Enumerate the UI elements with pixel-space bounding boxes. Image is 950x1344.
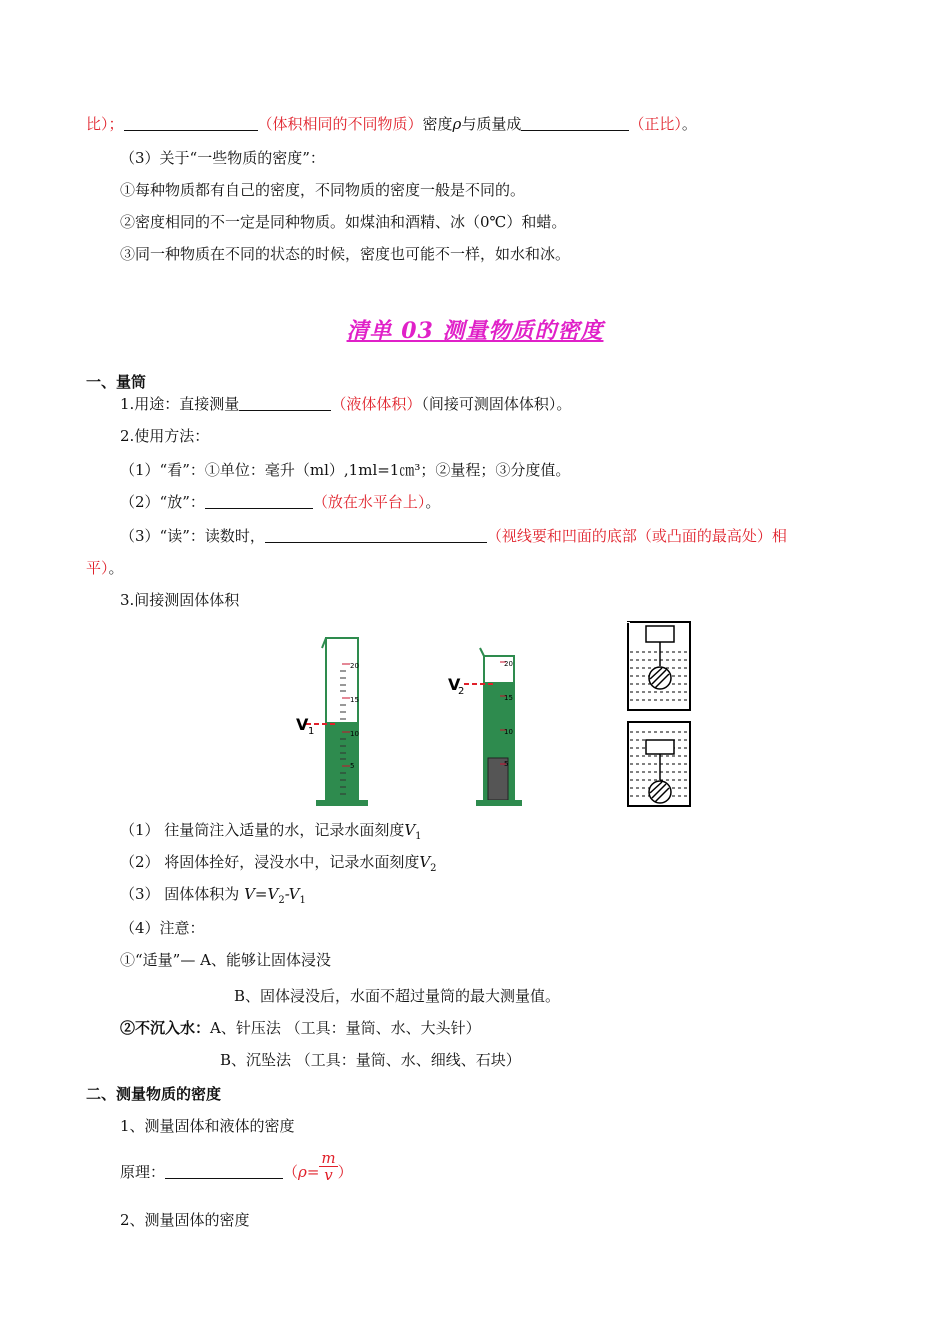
rho-symbol: ρ [452,115,462,133]
line-place: （2）“放”： （放在水平台上）。 [120,493,441,511]
tick-15-a: 15 [350,696,359,704]
step-1: （1） 往量筒注入适量的水，记录水面刻度$V_1$ [120,821,422,842]
tick-20-a: 20 [350,662,359,670]
line-about-density: （3）关于“一些物质的密度”： [120,149,325,167]
v1-label: V [296,715,309,734]
heading-density: 二、测量物质的密度 [86,1085,222,1103]
note-2: B、固体浸没后，水面不超过量筒的最大测量值。 [234,987,561,1005]
line-sub2: 2、测量固体的密度 [120,1211,250,1229]
container-sinker [628,722,690,806]
answer-proportional: （正比） [629,115,682,133]
blank-place [205,492,313,509]
line-indirect: 3.间接测固体体积 [120,591,240,609]
line-point-2: ②密度相同的不一定是同种物质。如煤油和酒精、冰（0℃）和蜡。 [120,213,567,231]
blank-principle [165,1162,283,1179]
heading-cylinder: 一、量筒 [86,373,147,391]
text-period: 。 [681,115,697,133]
blank-1 [124,114,258,131]
answer-liquid-volume: （液体体积） [331,395,422,413]
note-3: ②不沉入水：A、针压法 （工具：量筒、水、大头针） [120,1019,481,1037]
line-ratio [86,114,697,134]
line-read-cont: 平）。 [86,559,124,577]
blank-2 [521,114,629,131]
tick-15-b: 15 [504,694,513,702]
v2-label: V [448,675,461,694]
answer-same-volume: （体积相同的不同物质） [257,115,423,133]
cylinder-1 [296,638,368,806]
text-density: 密度 [422,115,453,133]
tick-10-b: 10 [504,728,513,736]
line-look: （1）“看”：①单位：毫升（ml）,1ml=1㎝³；②量程；③分度值。 [120,461,571,479]
tick-20-b: 20 [504,660,513,668]
answer-horizontal: （放在水平台上） [312,493,426,511]
answer-sightline: （视线要和凹面的底部（或凸面的最高处）相 [486,527,787,545]
blank-use [239,394,331,411]
tick-5-b: 5 [504,760,509,768]
step-2: （2） 将固体拴好，浸没水中，记录水面刻度$V_2$ [120,853,437,874]
line-use: 1.用途：直接测量 （液体体积）（间接可测固体体积）。 [120,395,572,413]
line-sub1: 1、测量固体和液体的密度 [120,1117,295,1135]
blank-read [265,526,487,543]
formula-fraction: $\frac{m}{v}$ [321,1148,336,1184]
section-title: 清单 03 测量物质的密度 [346,318,604,344]
line-point-1: ①每种物质都有自己的密度，不同物质的密度一般是不同的。 [120,181,526,199]
note-1: ①“适量”— A、能够让固体浸没 [120,951,331,969]
text-bi: 比）； [86,115,124,133]
line-point-3: ③同一种物质在不同的状态的时候，密度也可能不一样，如水和冰。 [120,245,571,263]
line-read: （3）“读”：读数时， （视线要和凹面的底部（或凸面的最高处）相 [120,527,787,545]
cylinder-2 [448,648,522,806]
v1-sub: 1 [308,726,315,737]
line-principle: 原理： （ρ= $\frac{m}{v}$ ） [120,1148,353,1184]
step-4: （4）注意： [120,919,205,937]
measuring-figure [280,618,740,814]
tick-10-a: 10 [350,730,359,738]
text-mass: 与质量成 [461,115,522,133]
tick-5-a: 5 [350,762,355,770]
line-method: 2.使用方法： [120,427,210,445]
v2-sub: 2 [458,686,465,697]
container-pin [626,622,690,710]
note-4: B、沉坠法 （工具：量筒、水、细线、石块） [220,1051,521,1069]
formula-rho: ρ= [298,1163,320,1181]
step-3: （3） 固体体积为 $V=V_2-V_1$ [120,885,306,906]
